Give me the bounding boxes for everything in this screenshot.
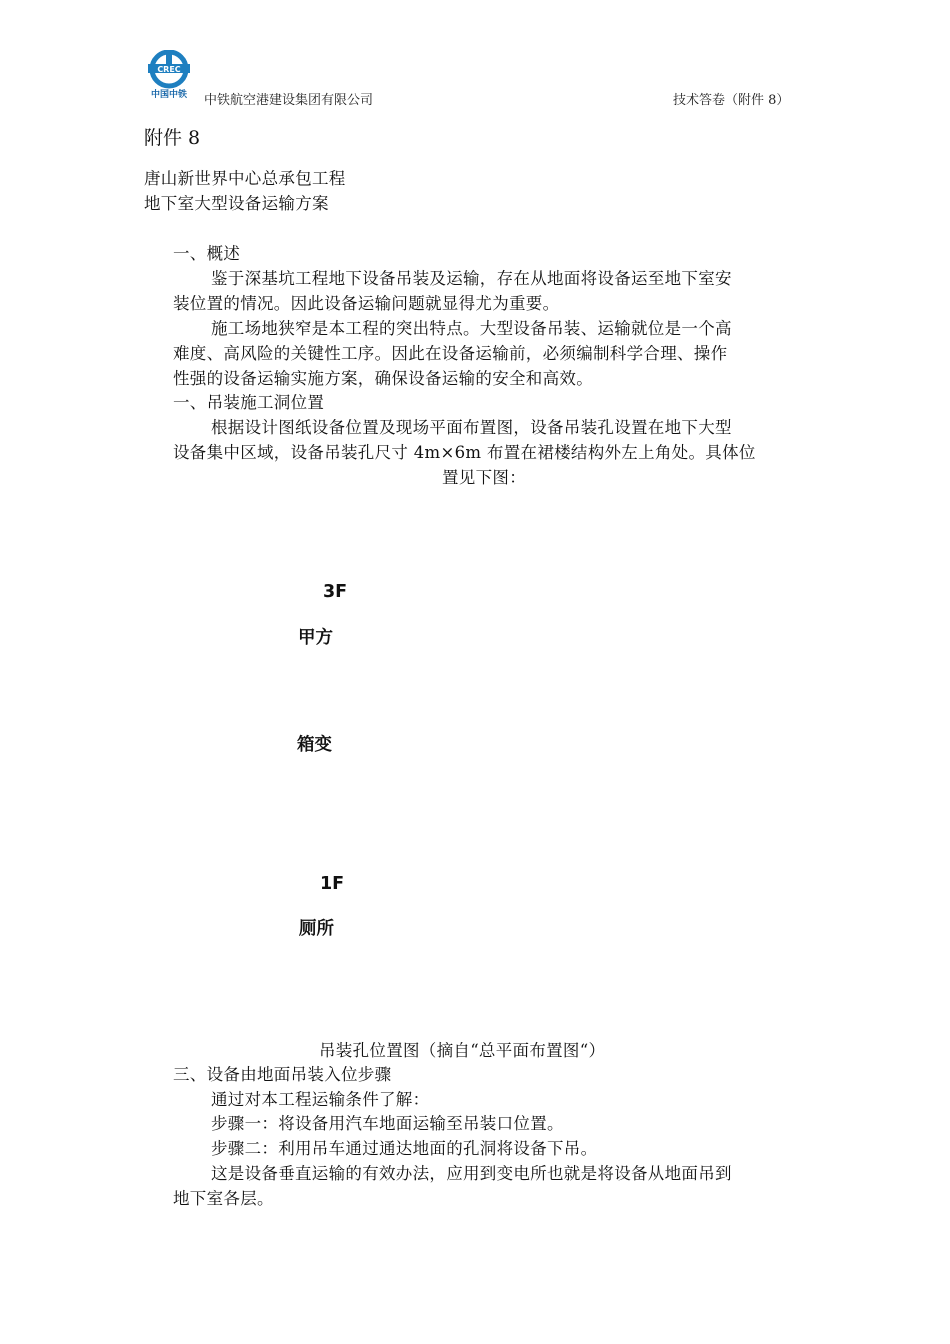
section-1-heading: 一、概述 bbox=[173, 244, 241, 263]
figure-label-xiangbian: 箱变 bbox=[297, 735, 332, 755]
project-title: 唐山新世界中心总承包工程 bbox=[144, 169, 346, 188]
figure-label-1f: 1F bbox=[320, 874, 345, 894]
section-2-heading: 一、吊装施工洞位置 bbox=[173, 393, 325, 412]
s2-p1-line3: 置见下图： bbox=[442, 468, 526, 487]
s2-p1-line2: 设备集中区域，设备吊装孔尺寸 4m×6m 布置在裙楼结构外左上角处。具体位 bbox=[173, 443, 756, 462]
figure-label-3f: 3F bbox=[323, 582, 348, 602]
header-company: 中铁航空港建设集团有限公司 bbox=[204, 93, 374, 108]
figure-label-jiafang: 甲方 bbox=[298, 628, 333, 648]
logo-mark: CREC bbox=[157, 65, 181, 74]
figure-caption: 吊装孔位置图（摘自“总平面布置图“） bbox=[319, 1041, 606, 1060]
attachment-title: 附件 8 bbox=[144, 127, 201, 149]
s1-p2-line1: 施工场地狭窄是本工程的突出特点。大型设备吊装、运输就位是一个高 bbox=[211, 319, 732, 338]
s3-p-line1: 这是设备垂直运输的有效办法，应用到变电所也就是将设备从地面吊到 bbox=[211, 1164, 732, 1183]
doc-title: 地下室大型设备运输方案 bbox=[144, 194, 329, 213]
s3-step-2: 步骤二：利用吊车通过通达地面的孔洞将设备下吊。 bbox=[211, 1139, 598, 1158]
s1-p1-line1: 鉴于深基坑工程地下设备吊装及运输，存在从地面将设备运至地下室安 bbox=[211, 269, 732, 288]
s2-p1-line1: 根据设计图纸设备位置及现场平面布置图，设备吊装孔设置在地下大型 bbox=[211, 418, 732, 437]
s1-p2-line2: 难度、高风险的关键性工序。因此在设备运输前，必须编制科学合理、操作 bbox=[173, 344, 728, 363]
header-right: 技术答卷（附件 8） bbox=[673, 93, 790, 108]
s3-p-line2: 地下室各层。 bbox=[173, 1189, 274, 1208]
figure-label-cesuo: 厕所 bbox=[299, 919, 334, 939]
company-logo bbox=[144, 50, 194, 100]
crec-logo-icon bbox=[144, 50, 194, 100]
s3-step-1: 步骤一：将设备用汽车地面运输至吊装口位置。 bbox=[211, 1114, 564, 1133]
s3-intro: 通过对本工程运输条件了解： bbox=[211, 1090, 430, 1109]
section-3-heading: 三、设备由地面吊装入位步骤 bbox=[173, 1065, 392, 1084]
s1-p2-line3: 性强的设备运输实施方案，确保设备运输的安全和高效。 bbox=[173, 369, 593, 388]
s1-p1-line2: 装位置的情况。因此设备运输问题就显得尤为重要。 bbox=[173, 294, 560, 313]
logo-caption: 中国中铁 bbox=[150, 90, 188, 100]
